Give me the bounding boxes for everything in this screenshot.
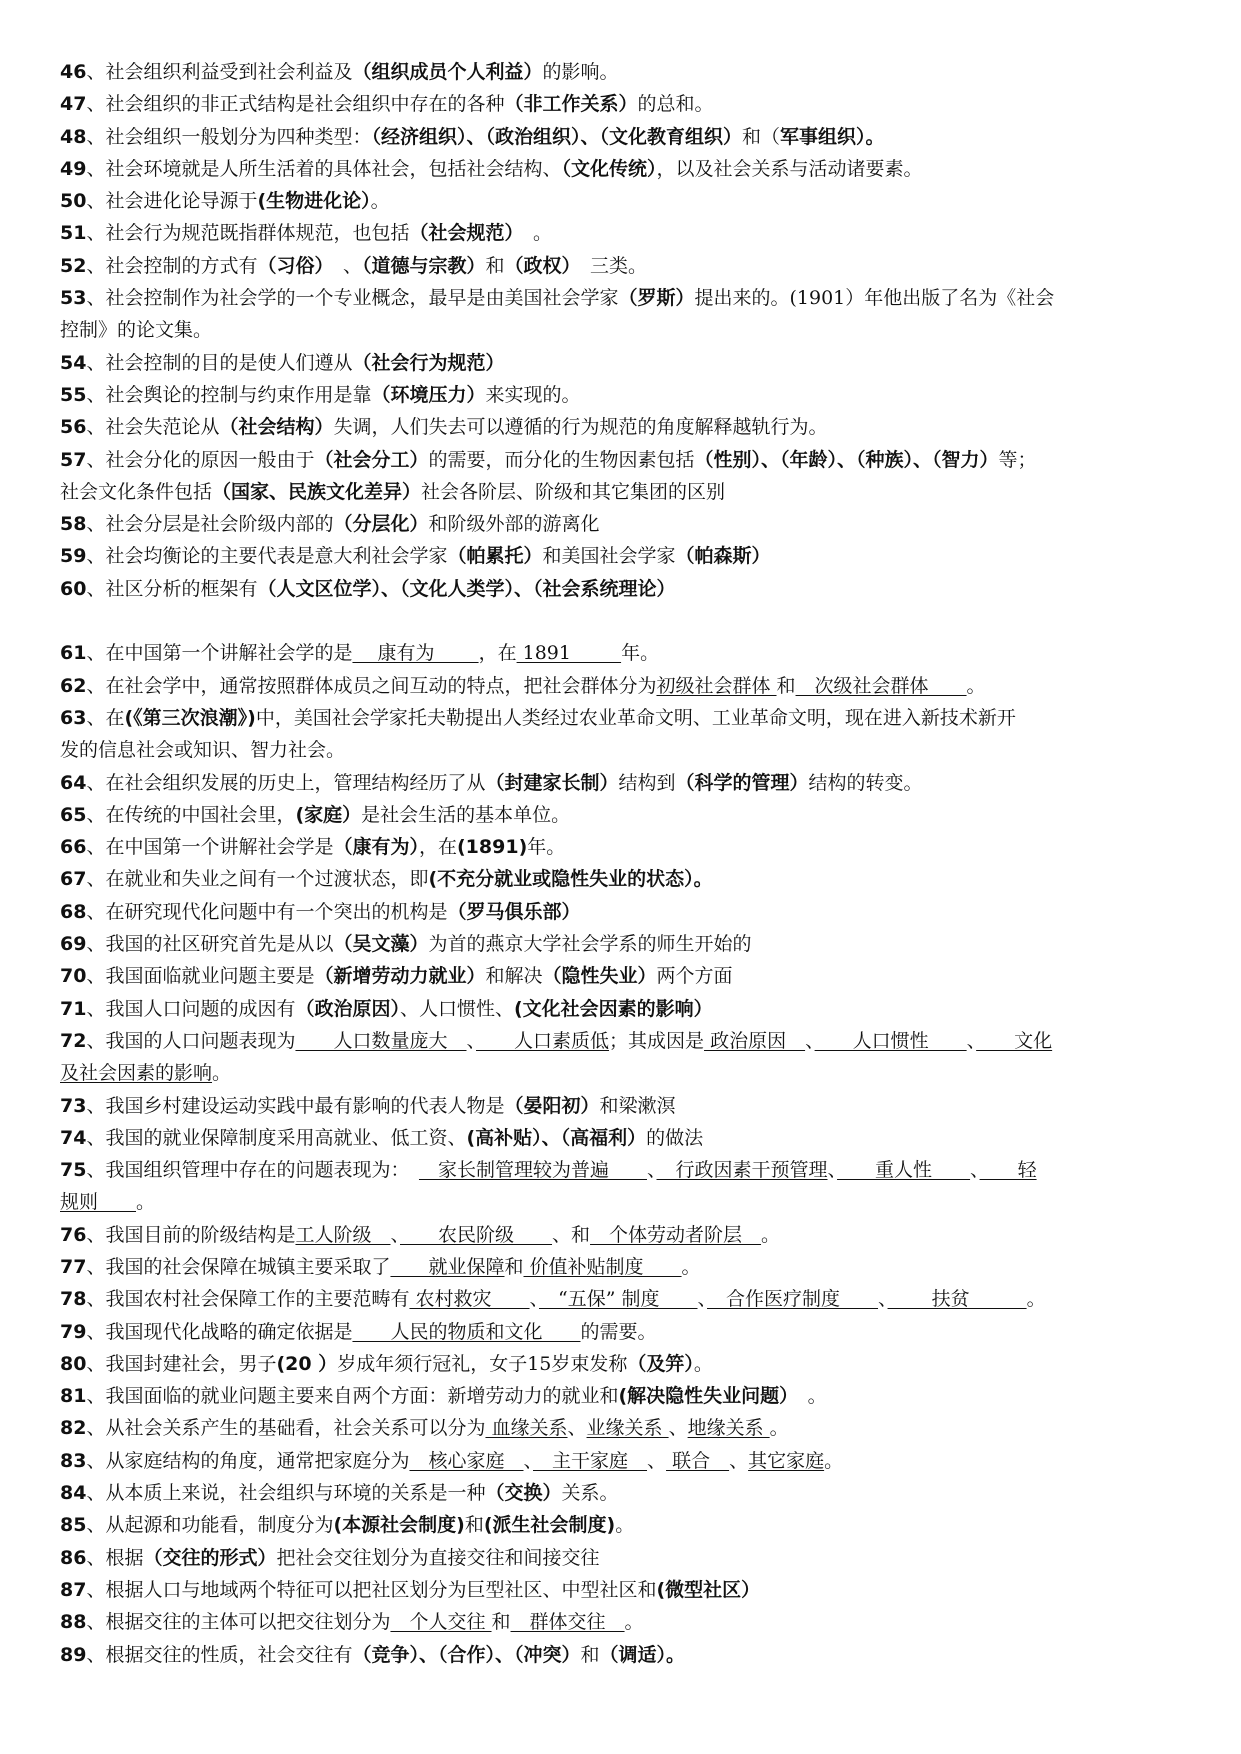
item-number: 71 <box>60 997 87 1020</box>
answer-bold: （康有为） <box>333 836 419 859</box>
answer-underlined: 合作医疗制度 <box>707 1288 879 1311</box>
text-segment: 三类。 <box>571 254 648 277</box>
text-segment: 、我国现代化战略的确定依据是 <box>86 1320 353 1343</box>
text-segment: 、社会环境就是人所生活着的具体社会，包括社会结构、 <box>86 157 562 180</box>
text-segment: 、 <box>878 1288 888 1311</box>
text-segment: 和（ <box>741 125 780 148</box>
text-segment: 、我国的社区研究首先是从以 <box>86 933 334 956</box>
text-line <box>60 734 1181 766</box>
text-segment: 、在社会组织发展的历史上，管理结构经历了从 <box>86 771 486 794</box>
item-number: 49 <box>60 157 87 180</box>
item-number: 57 <box>60 448 87 471</box>
item-number: 47 <box>60 93 87 116</box>
text-line <box>60 670 1181 702</box>
item-number: 50 <box>60 190 87 213</box>
answer-bold: （社会分工） <box>314 448 429 471</box>
text-segment: 。 <box>212 1062 232 1085</box>
text-segment: 、我国的社会保障在城镇主要采取了 <box>86 1255 391 1278</box>
answer-bold: （交换） <box>485 1482 562 1505</box>
text-segment: 、 <box>729 1449 749 1472</box>
item-number: 61 <box>60 642 87 665</box>
answer-underlined: 人口素质低 <box>476 1029 610 1052</box>
item-number: 53 <box>60 287 87 310</box>
item-number: 74 <box>60 1126 87 1149</box>
item-number: 55 <box>60 383 87 406</box>
text-segment: 、社会失范论从 <box>86 416 220 439</box>
text-segment: 、社会分层是社会阶级内部的 <box>86 513 334 536</box>
text-line <box>60 1509 1181 1541</box>
text-segment: 两个方面 <box>656 965 733 988</box>
item-number: 52 <box>60 254 87 277</box>
text-line <box>60 444 1181 476</box>
answer-bold: （国家、民族文化差异） <box>212 480 422 503</box>
text-segment: 、我国的就业保障制度采用高就业、低工资、 <box>86 1126 467 1149</box>
answer-underlined: 地缘关系 <box>687 1417 770 1440</box>
text-segment: 。 <box>370 190 390 213</box>
text-line <box>60 993 1181 1025</box>
text-segment: 。 <box>136 1191 156 1214</box>
answer-bold: (1891) <box>457 836 528 859</box>
text-segment: 、社会组织的非正式结构是社会组织中存在的各种 <box>86 93 505 116</box>
text-segment: ，在 <box>478 642 517 665</box>
text-segment: 的影响。 <box>542 61 619 83</box>
item-number: 65 <box>60 803 87 826</box>
text-line <box>60 799 1181 831</box>
item-number: 67 <box>60 868 87 891</box>
text-segment: 把社会交往划分为直接交往和间接交往 <box>276 1546 600 1569</box>
text-segment: ；其成因是 <box>609 1029 705 1052</box>
answer-underlined: 1891 <box>516 642 622 665</box>
answer-bold: （非工作关系） <box>504 93 638 116</box>
text-line <box>60 573 1181 605</box>
text-segment: 、 <box>567 1417 587 1440</box>
text-segment: 。 <box>761 1223 781 1246</box>
text-segment: 、我国封建社会，男子 <box>86 1352 277 1375</box>
answer-underlined: 联合 <box>666 1449 730 1472</box>
text-segment: 、我国的人口问题表现为 <box>86 1029 296 1052</box>
text-segment: 、在传统的中国社会里， <box>86 803 296 826</box>
text-line <box>60 314 1181 346</box>
text-segment: 、社会舆论的控制与约束作用是靠 <box>86 383 372 406</box>
text-segment: 和阶级外部的游离化 <box>428 513 600 536</box>
item-number: 54 <box>60 351 87 374</box>
text-line <box>60 1186 1181 1218</box>
text-line <box>60 379 1181 411</box>
answer-underlined: 个体劳动者阶层 <box>590 1223 762 1246</box>
text-segment: 和 <box>580 1643 600 1666</box>
text-segment: 、社会行为规范既指群体规范，也包括 <box>86 222 410 245</box>
text-segment: 的做法 <box>646 1126 704 1149</box>
text-segment: 、 <box>966 1029 977 1052</box>
text-segment: 、我国乡村建设运动实践中最有影响的代表人物是 <box>86 1094 505 1117</box>
text-segment: 、社会组织利益受到社会利益及 <box>86 61 353 83</box>
text-segment: 、 <box>323 254 362 277</box>
text-line <box>60 702 1181 734</box>
text-segment: 社会各阶层、阶级和其它集团的区别 <box>421 480 726 503</box>
text-segment: 、 <box>646 1159 657 1182</box>
text-segment: 、从家庭结构的角度，通常把家庭分为 <box>86 1449 410 1472</box>
text-segment: 、社会进化论导源于 <box>86 190 258 213</box>
text-segment: 、在 <box>86 706 125 729</box>
text-segment: 。 <box>769 1417 789 1440</box>
text-segment: 、社会控制的方式有 <box>86 254 258 277</box>
answer-bold: （组织成员个人利益） <box>352 61 543 83</box>
item-number: 62 <box>60 674 87 697</box>
answer-bold: (派生社会制度) <box>483 1514 616 1537</box>
text-line <box>60 1445 1181 1477</box>
answer-bold: （及笄） <box>627 1352 694 1375</box>
text-segment: 、 <box>647 1449 667 1472</box>
text-segment: 、 <box>827 1159 838 1182</box>
text-segment: 的需要，而分化的生物因素包括 <box>428 448 695 471</box>
item-number: 77 <box>60 1255 87 1278</box>
text-segment: 、社会均衡论的主要代表是意大利社会学家 <box>86 545 448 568</box>
answer-bold: （竞争）、（合作）、（冲突） <box>352 1643 581 1666</box>
answer-underlined: 其它家庭 <box>748 1449 825 1472</box>
item-number: 79 <box>60 1320 87 1343</box>
text-segment: 、 <box>668 1417 688 1440</box>
item-number: 51 <box>60 222 87 245</box>
text-line <box>60 928 1181 960</box>
text-segment: 。 <box>693 1352 713 1375</box>
text-segment: 、社会组织一般划分为四种类型： <box>86 125 372 148</box>
text-segment: 、我国面临就业问题主要是 <box>86 965 315 988</box>
text-line <box>60 88 1181 120</box>
text-segment: 、从起源和功能看，制度分为 <box>86 1514 334 1537</box>
answer-underlined: 重人性 <box>837 1159 971 1182</box>
answer-bold: （习俗） <box>257 254 324 277</box>
text-segment: 、我国面临的就业问题主要来自两个方面：新增劳动力的就业和 <box>86 1385 619 1408</box>
text-line <box>60 185 1181 217</box>
text-line <box>60 1154 1181 1186</box>
answer-bold: (解决隐性失业问题） <box>618 1385 789 1408</box>
text-segment: 、 <box>523 1449 533 1472</box>
text-line <box>60 1477 1181 1509</box>
answer-bold: （政治原因） <box>295 997 400 1020</box>
text-segment: 。 <box>966 674 986 697</box>
text-segment: 的需要。 <box>580 1320 657 1343</box>
text-line <box>60 896 1181 928</box>
text-segment: 、在中国第一个讲解社会学是 <box>86 836 334 859</box>
text-line <box>60 508 1181 540</box>
answer-underlined: 血缘关系 <box>485 1417 568 1440</box>
text-line <box>60 153 1181 185</box>
answer-bold: （经济组织）、（政治组织）、（文化教育组织） <box>371 125 742 148</box>
item-number: 75 <box>60 1159 87 1182</box>
text-segment: 和 <box>491 1611 511 1634</box>
text-segment: 、社区分析的框架有 <box>86 577 258 600</box>
item-number: 81 <box>60 1385 87 1408</box>
answer-underlined: “五保” 制度 <box>539 1288 698 1311</box>
answer-underlined: 群体交往 <box>510 1611 625 1634</box>
item-number: 70 <box>60 965 87 988</box>
item-number: 69 <box>60 933 87 956</box>
item-number: 87 <box>60 1578 87 1601</box>
answer-underlined: 次级社会群体 <box>795 674 967 697</box>
text-line <box>60 1057 1181 1089</box>
text-segment: 。 <box>615 1514 635 1537</box>
text-segment: 、 <box>529 1288 540 1311</box>
answer-underlined: 价值补贴制度 <box>523 1255 682 1278</box>
text-segment: 、 <box>805 1029 815 1052</box>
text-segment: 、 <box>970 1159 980 1182</box>
text-line <box>60 217 1181 249</box>
answer-bold: (《第三次浪潮》) <box>124 706 256 729</box>
text-segment: 、在中国第一个讲解社会学的是 <box>86 642 353 665</box>
answer-bold: （罗斯） <box>618 287 695 310</box>
answer-bold: (文化社会因素的影响） <box>514 997 713 1020</box>
answer-bold: （帕累托） <box>447 545 543 568</box>
answer-underlined: 扶贫 <box>887 1288 1027 1311</box>
answer-bold: （社会规范） <box>409 222 514 245</box>
answer-underlined: 个人交往 <box>390 1611 492 1634</box>
text-segment: 是社会生活的基本单位。 <box>361 803 571 826</box>
item-number: 82 <box>60 1417 87 1440</box>
text-line <box>60 56 1181 88</box>
answer-bold: （文化传统） <box>561 157 657 180</box>
text-segment: 发的信息社会或知识、智力社会。 <box>60 739 346 762</box>
text-segment: 、根据 <box>86 1546 144 1569</box>
text-segment: 失调，人们失去可以遵循的行为规范的角度解释越轨行为。 <box>333 416 828 439</box>
answer-bold: (20 ） <box>276 1352 338 1375</box>
answer-bold: （帕森斯） <box>675 545 771 568</box>
text-segment: 结构的转变。 <box>808 771 923 794</box>
answer-underlined: 工人阶级 <box>295 1223 391 1246</box>
text-line <box>60 1574 1181 1606</box>
item-number: 63 <box>60 706 87 729</box>
text-segment: 。 <box>1026 1288 1046 1311</box>
answer-underlined: 初级社会群体 <box>656 674 777 697</box>
answer-underlined: 核心家庭 <box>409 1449 524 1472</box>
text-line <box>60 1606 1181 1638</box>
answer-bold: （道德与宗教） <box>362 254 486 277</box>
answer-underlined: 行政因素干预管理 <box>656 1159 828 1182</box>
answer-underlined: 政治原因 <box>704 1029 806 1052</box>
answer-underlined: 康有为 <box>352 642 479 665</box>
text-line <box>60 540 1181 572</box>
answer-underlined: 家长制管理较为普遍 <box>418 1159 647 1182</box>
text-line <box>60 831 1181 863</box>
text-segment: 。 <box>624 1611 644 1634</box>
text-segment: 和 <box>464 1514 484 1537</box>
answer-bold: (生物进化论） <box>257 190 371 213</box>
text-segment: ，在 <box>418 836 457 859</box>
item-number: 68 <box>60 900 87 923</box>
item-number: 85 <box>60 1514 87 1537</box>
answer-bold: （新增劳动力就业） <box>314 965 486 988</box>
text-segment: 、在社会学中，通常按照群体成员之间互动的特点，把社会群体分为 <box>86 674 657 697</box>
answer-bold: （社会结构） <box>219 416 334 439</box>
text-segment: 岁成年须行冠礼，女子15岁束发称 <box>337 1352 628 1375</box>
text-segment: 。 <box>513 222 552 245</box>
answer-underlined: 业缘关系 <box>586 1417 669 1440</box>
text-line <box>60 476 1181 508</box>
text-line <box>60 411 1181 443</box>
answer-bold: （环境压力） <box>371 383 486 406</box>
text-segment: 、社会分化的原因一般由于 <box>86 448 315 471</box>
item-number: 78 <box>60 1288 87 1311</box>
text-segment: 社会文化条件包括 <box>60 480 213 503</box>
answer-underlined: 文化 <box>976 1029 1053 1052</box>
answer-underlined: 轻 <box>979 1159 1037 1182</box>
text-line <box>60 1219 1181 1251</box>
text-segment: 等； <box>998 448 1037 471</box>
answer-bold: （政权） <box>504 254 572 277</box>
answer-bold: （调适）。 <box>599 1643 686 1666</box>
text-segment: 、根据交往的主体可以把交往划分为 <box>86 1611 391 1634</box>
answer-underlined: 农民阶级 <box>400 1223 553 1246</box>
answer-bold: （社会行为规范） <box>352 351 505 374</box>
text-segment: 、人口惯性、 <box>399 997 514 1020</box>
text-segment: 、 <box>390 1223 400 1246</box>
text-segment: 、从社会关系产生的基础看，社会关系可以分为 <box>86 1417 486 1440</box>
text-segment: 为首的燕京大学社会学系的师生开始的 <box>428 933 752 956</box>
item-number: 80 <box>60 1352 87 1375</box>
item-number: 59 <box>60 545 87 568</box>
text-line <box>60 637 1181 669</box>
text-line <box>60 347 1181 379</box>
item-number: 56 <box>60 416 87 439</box>
text-line <box>60 1316 1181 1348</box>
answer-bold: （人文区位学）、（文化人类学）、（社会系统理论） <box>257 577 676 600</box>
text-segment: 。 <box>681 1255 701 1278</box>
text-segment: 、 <box>697 1288 708 1311</box>
text-line <box>60 250 1181 282</box>
answer-bold: （封建家长制） <box>485 771 619 794</box>
text-line <box>60 1348 1181 1380</box>
item-number: 58 <box>60 513 87 536</box>
text-segment: 提出来的。(1901）年他出版了名为《社会 <box>694 287 1055 310</box>
answer-bold: (微型社区） <box>656 1578 761 1601</box>
answer-bold: 军事组织）。 <box>780 125 885 148</box>
text-segment: 年。 <box>621 642 660 665</box>
answer-bold: （交往的形式） <box>143 1546 277 1569</box>
answer-bold: （科学的管理） <box>675 771 809 794</box>
text-segment: 、在就业和失业之间有一个过渡状态，即 <box>86 868 429 891</box>
answer-bold: （晏阳初） <box>504 1094 600 1117</box>
text-segment: 、我国组织管理中存在的问题表现为： <box>86 1159 419 1182</box>
answer-bold: （隐性失业） <box>542 965 657 988</box>
answer-underlined: 主干家庭 <box>533 1449 648 1472</box>
answer-underlined: 人口惯性 <box>814 1029 967 1052</box>
item-number: 48 <box>60 125 87 148</box>
blank-line <box>60 605 1181 637</box>
text-segment: 、根据交往的性质，社会交往有 <box>86 1643 353 1666</box>
text-segment: 、 <box>466 1029 476 1052</box>
text-line <box>60 121 1181 153</box>
item-number: 84 <box>60 1482 87 1505</box>
answer-bold: （吴文藻） <box>333 933 429 956</box>
text-segment: 和 <box>485 254 505 277</box>
text-segment: 和梁漱溟 <box>599 1094 676 1117</box>
answer-underlined: 农村救灾 <box>409 1288 530 1311</box>
text-segment: 。 <box>824 1449 844 1472</box>
text-line <box>60 767 1181 799</box>
answer-underlined: 人民的物质和文化 <box>352 1320 581 1343</box>
answer-underlined: 人口数量庞大 <box>295 1029 467 1052</box>
text-segment: 控制》的论文集。 <box>60 319 213 342</box>
text-segment: 、和 <box>552 1223 591 1246</box>
answer-bold: （性别）、（年龄）、（种族）、（智力） <box>694 448 999 471</box>
text-segment: 结构到 <box>618 771 676 794</box>
answer-bold: (家庭） <box>295 803 362 826</box>
item-number: 83 <box>60 1449 87 1472</box>
text-line <box>60 282 1181 314</box>
text-segment: 和 <box>776 674 796 697</box>
text-segment: 和美国社会学家 <box>542 545 676 568</box>
text-segment: 、社会控制的目的是使人们遵从 <box>86 351 353 374</box>
answer-bold: （罗马俱乐部） <box>447 900 581 923</box>
answer-bold: (本源社会制度) <box>333 1514 465 1537</box>
item-number: 60 <box>60 577 87 600</box>
item-number: 73 <box>60 1094 87 1117</box>
text-line <box>60 1639 1181 1671</box>
text-segment: 、在研究现代化问题中有一个突出的机构是 <box>86 900 448 923</box>
text-line <box>60 863 1181 895</box>
text-line <box>60 1412 1181 1444</box>
text-line <box>60 1380 1181 1412</box>
answer-underlined: 规则 <box>60 1191 137 1214</box>
item-number: 88 <box>60 1611 87 1634</box>
item-number: 72 <box>60 1029 87 1052</box>
answer-bold: (高补贴）、（高福利） <box>466 1126 647 1149</box>
text-segment: 来实现的。 <box>485 383 581 406</box>
item-number: 64 <box>60 771 87 794</box>
text-line <box>60 960 1181 992</box>
text-segment: 年。 <box>527 836 566 859</box>
text-line <box>60 1025 1181 1057</box>
answer-bold: (不充分就业或隐性失业的状态）。 <box>428 868 713 891</box>
answer-bold: （分层化） <box>333 513 429 536</box>
answer-underlined: 及社会因素的影响 <box>60 1062 213 1085</box>
text-segment: 、社会控制作为社会学的一个专业概念，最早是由美国社会学家 <box>86 287 619 310</box>
item-number: 86 <box>60 1546 87 1569</box>
text-segment: 和 <box>504 1255 524 1278</box>
item-number: 89 <box>60 1643 87 1666</box>
text-line <box>60 1542 1181 1574</box>
text-segment: ，以及社会关系与活动诸要素。 <box>656 157 923 180</box>
item-number: 76 <box>60 1223 87 1246</box>
item-number: 46 <box>60 61 87 83</box>
text-segment: 和解决 <box>485 965 543 988</box>
text-segment: 、我国目前的阶级结构是 <box>86 1223 296 1246</box>
text-line <box>60 1251 1181 1283</box>
item-number: 66 <box>60 836 87 859</box>
text-line <box>60 1283 1181 1315</box>
text-segment: 、我国人口问题的成因有 <box>86 997 296 1020</box>
answer-underlined: 就业保障 <box>390 1255 505 1278</box>
text-segment: 中，美国社会学家托夫勒提出人类经过农业革命文明、工业革命文明，现在进入新技术新开 <box>255 706 1016 729</box>
text-line <box>60 1122 1181 1154</box>
text-segment: 的总和。 <box>637 93 714 116</box>
text-segment: 、我国农村社会保障工作的主要范畴有 <box>86 1288 410 1311</box>
text-segment: 关系。 <box>561 1482 619 1505</box>
text-segment: 。 <box>788 1385 827 1408</box>
text-segment: 、根据人口与地域两个特征可以把社区划分为巨型社区、中型社区和 <box>86 1578 657 1601</box>
text-line <box>60 1090 1181 1122</box>
text-segment: 、从本质上来说，社会组织与环境的关系是一种 <box>86 1482 486 1505</box>
